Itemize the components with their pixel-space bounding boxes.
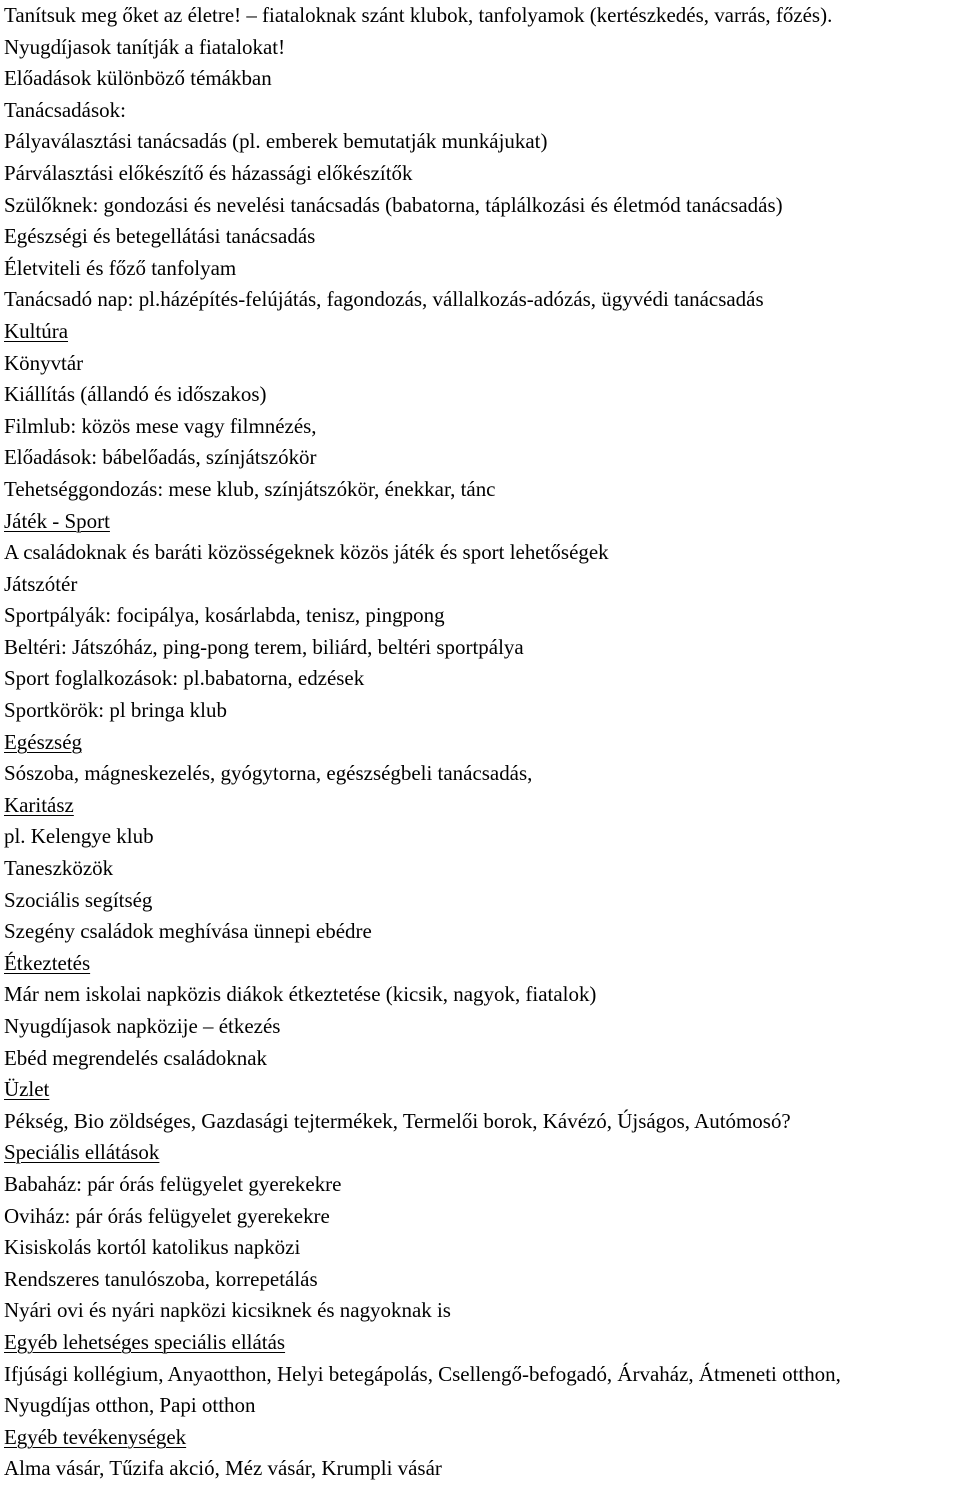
section-heading: Egyéb lehetséges speciális ellátás (4, 1329, 286, 1354)
section-heading: Karitász (4, 792, 74, 817)
text-line: Ebéd megrendelés családoknak (4, 1045, 268, 1070)
document-body (4, 0, 960, 1485)
text-line: Kiállítás (állandó és időszakos) (4, 382, 267, 407)
section-heading: Egyéb tevékenységek (4, 1424, 187, 1449)
text-line: Pályaválasztási tanácsadás (pl. emberek bemutatják munkájukat) (4, 129, 548, 154)
text-line: A családoknak és baráti közösségeknek közös játék és sport lehetőségek (4, 540, 609, 565)
text-line: Filmlub: közös mese vagy filmnézés, (4, 413, 317, 438)
text-line: Nyugdíjasok napközije – étkezés (4, 1014, 281, 1038)
text-line: Szociális segítség (4, 887, 153, 912)
text-line: Sportkörök: pl bringa klub (4, 698, 227, 723)
text-line: Pékség, Bio zöldséges, Gazdasági tejtermékek, Termelői borok, Kávézó, Újságos, Autómosó? (4, 1108, 791, 1133)
text-line: Egészségi és betegellátási tanácsadás (4, 224, 316, 249)
text-line: Életviteli és főző tanfolyam (4, 255, 237, 280)
section-heading: Speciális ellátások (4, 1140, 160, 1165)
text-line: Nyugdíjas otthon, Papi otthon (4, 1393, 256, 1418)
text-line: Könyvtár (4, 350, 84, 375)
text-line: Tanácsadó nap: pl.házépítés-felújátás, fagondozás, vállalkozás-adózás, ügyvédi tanácsadás (4, 287, 764, 312)
section-heading: Üzlet (4, 1077, 50, 1102)
text-line: Ifjúsági kollégium, Anyaotthon, Helyi betegápolás, Csellengő-befogadó, Árvaház, Átmeneti otthon, (4, 1361, 841, 1386)
text-line: Szülőknek: gondozási és nevelési tanácsadás (babatorna, táplálkozási és életmód tanácsadás) (4, 192, 783, 217)
text-line: Babaház: pár órás felügyelet gyerekekre (4, 1171, 342, 1196)
text-line: Már nem iskolai napközis diákok étkeztetése (kicsik, nagyok, fiatalok) (4, 982, 597, 1007)
text-line: Tanácsadások: (4, 97, 126, 122)
text-line: Beltéri: Játszóház, ping-pong terem, biliárd, beltéri sportpálya (4, 634, 524, 659)
text-line: Sportpályák: focipálya, kosárlabda, tenisz, pingpong (4, 603, 445, 628)
text-line: Oviház: pár órás felügyelet gyerekekre (4, 1203, 330, 1228)
text-line: Párválasztási előkészítő és házassági előkészítők (4, 160, 413, 185)
text-line: Rendszeres tanulószoba, korrepetálás (4, 1266, 318, 1291)
section-heading: Játék - Sport (4, 508, 110, 533)
text-line: Játszótér (4, 571, 78, 596)
text-line: Alma vásár, Tűzifa akció, Méz vásár, Krumpli vásár (4, 1456, 442, 1481)
section-heading: Egészség (4, 729, 82, 754)
section-heading: Kultúra (4, 318, 69, 343)
text-line: Szegény családok meghívása ünnepi ebédre (4, 919, 372, 944)
text-line: Sószoba, mágneskezelés, gyógytorna, egészségbeli tanácsadás, (4, 761, 533, 786)
text-line: Nyári ovi és nyári napközi kicsiknek és nagyoknak is (4, 1298, 451, 1323)
text-line: pl. Kelengye klub (4, 824, 154, 849)
text-line: Nyugdíjasok tanítják a fiatalokat! (4, 34, 286, 59)
text-line: Sport foglalkozások: pl.babatorna, edzések (4, 666, 365, 691)
text-line: Tehetséggondozás: mese klub, színjátszókör, énekkar, tánc (4, 476, 496, 501)
text-line: Kisiskolás kortól katolikus napközi (4, 1235, 301, 1260)
text-line: Tanítsuk meg őket az életre! – fiataloknak szánt klubok, tanfolyamok (kertészkedés, varrás, főzés). (4, 3, 833, 27)
section-heading: Étkeztetés (4, 950, 91, 975)
text-line: Előadások: bábelőadás, színjátszókör (4, 445, 317, 470)
text-line: Előadások különböző témákban (4, 66, 272, 91)
text-line: Taneszközök (4, 856, 114, 881)
